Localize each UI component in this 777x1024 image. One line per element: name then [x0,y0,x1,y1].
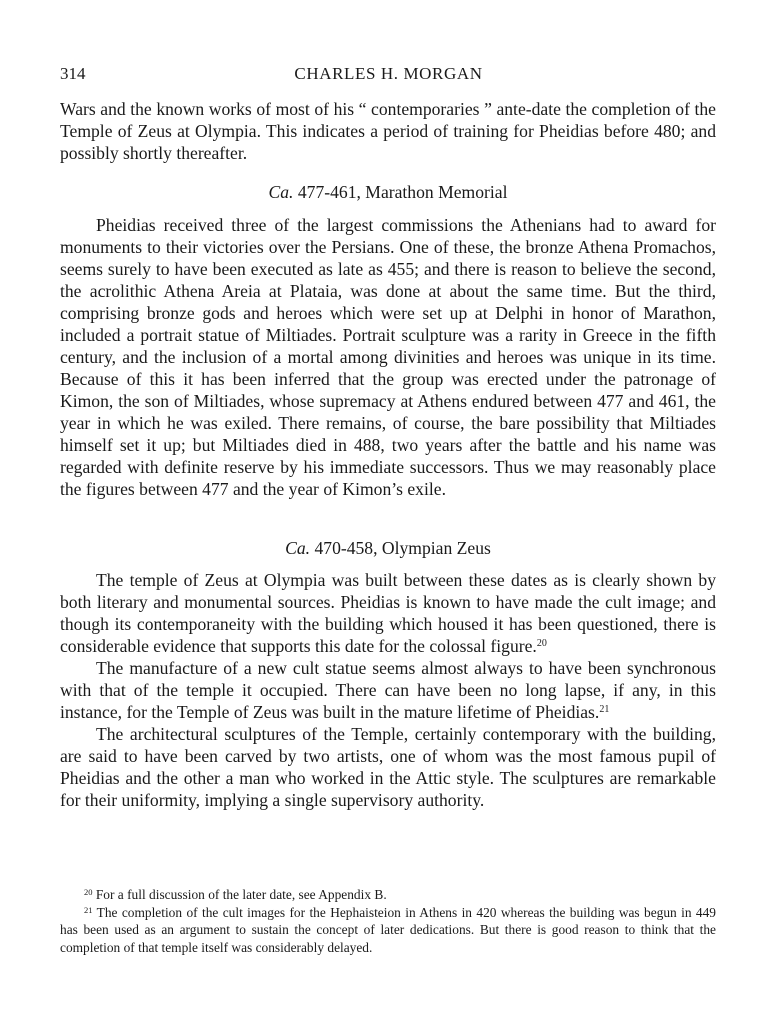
footnote-mark: 20 [84,887,93,897]
page-header [60,64,717,86]
intro-paragraph: Wars and the known works of most of his “ contemporaries ” ante-date the completion of the Temple of Zeus at Olympia. This indicates a period of training for Pheidias before 480; and possibly shortly thereafter. [60,99,716,163]
running-head: CHARLES H. MORGAN [294,64,483,83]
section-zeus-body [60,569,716,811]
footnote-20 [60,886,716,904]
footnote-mark: 21 [84,904,93,915]
footnote-text: For a full discussion of the later date, see Appendix B. [95,887,387,902]
section-heading-text: 477-461, Marathon Memorial [297,182,508,202]
section-heading-prefix: Ca. [285,538,311,558]
section-marathon-body [60,214,716,500]
intro-paragraph-block [60,98,716,164]
section-zeus-heading-block [60,537,716,559]
page-number: 314 [60,64,86,83]
paragraph-marathon: Pheidias received three of the largest commissions the Athenians had to award for monuments to their victories over the Persians. One of these, the bronze Athena Promachos, seems surely to have been executed as late as 455; and there is reason to believe the second, the acrolithic Athena Areia at Plataia, was done at about the same time. But the third, comprising bronze gods and heroes which were set up at Delphi in honor of Marathon, included a portrait statue of Miltiades. Portrait sculpture was a rarity in Greece in the fifth century, and the inclusion of a mortal among divinities and heroes was unique in its time. Because of this it has been inferred that the group was erected under the patronage of Kimon, the son of Miltiades, whose supremacy at Athens endured between 477 and 461, the year in which he was exiled. There remains, of course, the bare possibility that Miltiades himself set it up; but Miltiades died in 488, two years after the battle and his name was regarded with definite reserve by his immediate successors. Thus we may reasonably place the figures between 477 and the year of Kimon’s exile. [60,215,716,499]
paragraph-text: The manufacture of a new cult statue seems almost always to have been synchronous with that of the temple it occupied. There can have been no long lapse, if any, in this instance, for the Temple of Zeus was built in the mature lifetime of Pheidias. [60,658,716,722]
paragraph-zeus-3: The architectural sculptures of the Temple, certainly contemporary with the building, are said to have been carved by two artists, one of whom was the most famous pupil of Pheidias and the other a man who worked in the Attic style. The sculptures are remarkable for their uniformity, implying a single supervisory authority. [60,724,716,810]
section-heading-marathon [60,181,716,203]
footnote-ref-21[interactable]: 21 [599,704,610,715]
section-heading-text: 470-458, Olympian Zeus [314,538,491,558]
section-marathon-heading-block [60,181,716,203]
footnotes [60,886,716,956]
paragraph-zeus-2 [60,657,716,723]
section-heading-zeus [60,537,716,559]
footnote-21 [60,904,716,957]
paragraph-text: The temple of Zeus at Olympia was built between these dates as is clearly shown by both literary and monumental sources. Pheidias is known to have made the cult image; and though its contemporaneity with the building which housed it has been questioned, there is considerable evidence that supports this date for the colossal figure. [60,570,716,656]
footnote-ref-20[interactable]: 20 [536,638,547,649]
section-heading-prefix: Ca. [268,182,294,202]
footnote-text: The completion of the cult images for the Hephaisteion in Athens in 420 whereas the building was begun in 449 has been used as an argument to sustain the concept of later dedications. But there is good reason to think that the completion of that temple itself was considerably delayed. [60,904,716,955]
paragraph-zeus-1 [60,569,716,657]
